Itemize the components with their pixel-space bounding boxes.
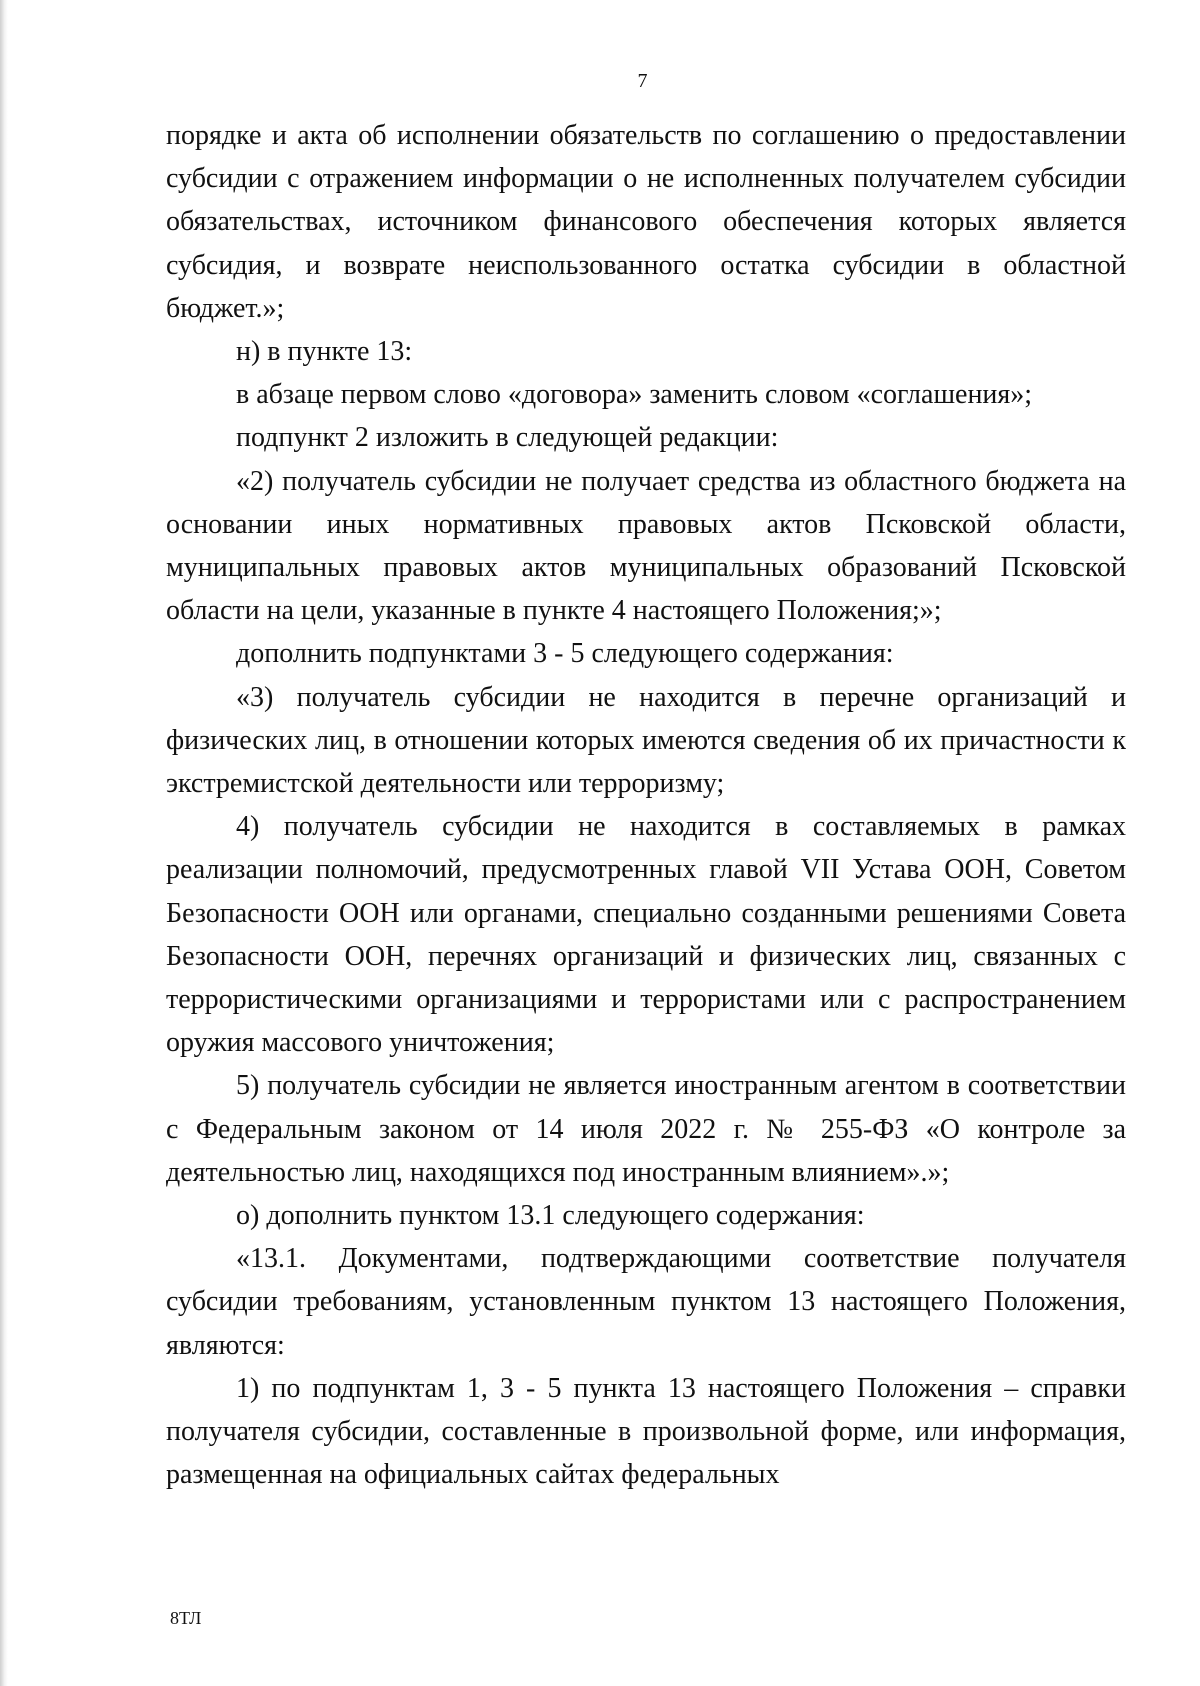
document-body (166, 114, 1126, 1497)
page-number: 7 (637, 70, 648, 92)
paragraph-first-abzac: в абзаце первом слово «договора» заменить словом «соглашения»; (236, 379, 1033, 411)
footer-code: 8ТЛ (170, 1608, 202, 1628)
paragraph-subitem-5: 5) получатель субсидии не является иностранным агентом в соответствии с Федеральным законом от 14 июля 2022 г. № 255-ФЗ «О контроле за деятельностью лиц, находящихся под иностранным влиянием».»; (166, 1070, 1126, 1188)
paragraph-subitem-2: «2) получатель субсидии не получает средства из областного бюджета на основании иных нормативных правовых актов Псковской области, муниципальных правовых актов муниципальных образований Псковской области на цели, указанные в пункте 4 настоящего Положения;»; (166, 465, 1126, 627)
paragraph-subitem-3: «3) получатель субсидии не находится в перечне организаций и физических лиц, в отношении которых имеются сведения об их причастности к экстремистской деятельности или терроризму; (166, 681, 1126, 800)
scan-edge-shadow (0, 0, 8, 1686)
paragraph-13-1: «13.1. Документами, подтверждающими соответствие получателя субсидии требованиям, установленным пунктом 13 настоящего Положения, являются: (166, 1243, 1126, 1361)
paragraph-subitem-2-intro: подпункт 2 изложить в следующей редакции: (236, 422, 779, 454)
paragraph-subitem-4: 4) получатель субсидии не находится в составляемых в рамках реализации полномочий, предусмотренных главой VII Устава ООН, Советом Безопасности ООН или органами, специально созданными решениями Совета Безопасности ООН, перечнях организаций и физических лиц, связанных с террористическими организациями и террористами или с распространением оружия массового уничтожения; (166, 811, 1126, 1059)
paragraph-add-subitems-intro: дополнить подпунктами 3 - 5 следующего содержания: (236, 638, 894, 670)
paragraph-item-n: н) в пункте 13: (236, 336, 413, 368)
paragraph-continuation: порядке и акта об исполнении обязательств по соглашению о предоставлении субсидии с отражением информации о не исполненных получателем субсидии обязательствах, источником финансового обеспечения которых является субсидия, и возврате неиспользованного остатка субсидии в областной бюджет.»; (166, 120, 1126, 324)
paragraph-item-o: о) дополнить пунктом 13.1 следующего содержания: (236, 1200, 865, 1232)
paragraph-13-1-subitem-1: 1) по подпунктам 1, 3 - 5 пункта 13 настоящего Положения – справки получателя субсидии, составленные в произвольной форме, или информация, размещенная на официальных сайтах федеральных (166, 1372, 1126, 1491)
